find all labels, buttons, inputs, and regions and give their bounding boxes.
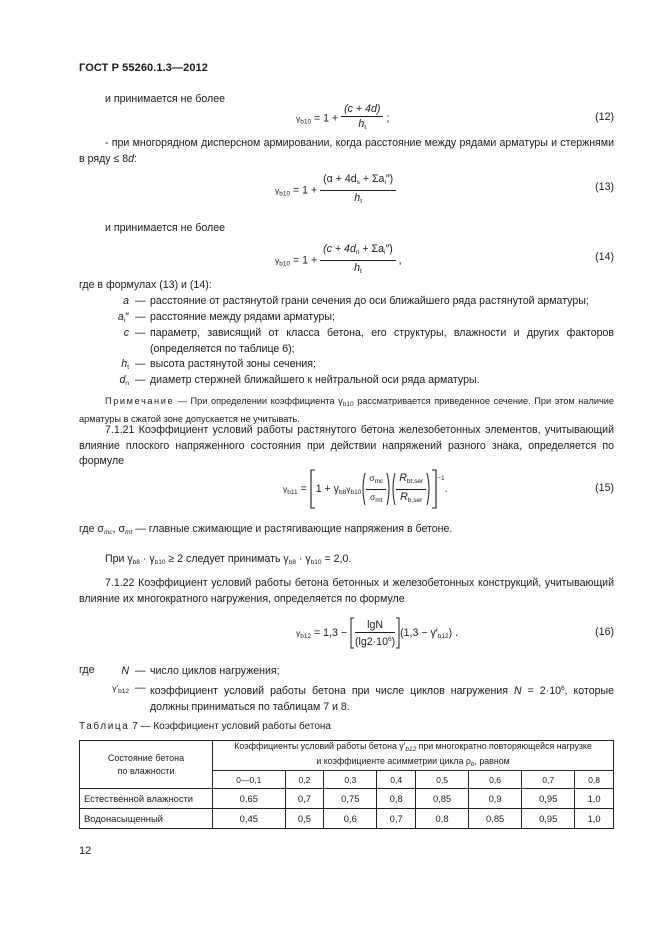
- text-intro-14: и принимается не более: [105, 222, 225, 234]
- paragraph-7-1-22: 7.1.22 Коэффициент условий работы бетона бетонных и железобетонных конструкций, учитывающий влияние их многократного нагружения, определяется по формуле: [79, 577, 614, 605]
- definition-gamma-b12: $\gamma'_{b12}$ — коэффициент условий работы бетона при числе циклов нагружения $N = 2\cdot 10^6$, которые должны приниматься по таблицам 7 и 8.: [112, 682, 614, 713]
- condition: При $\gamma_{b8} \cdot \gamma_{b10} \ge 2$ следует принимать $\gamma_{b8} \cdot \gamma_{b10} = 2,0$.: [105, 553, 352, 566]
- eq13-fraction: $\frac{(\alpha + 4d_s + \Sigma a_i'')}{h_t}$: [320, 172, 396, 209]
- eq14-fraction: $\frac{(c + 4d_n + \Sigma a_i'')}{h_t}$: [320, 242, 396, 279]
- table-cell: 0,85: [416, 789, 469, 809]
- definition-c: c — параметр, зависящий от класса бетона, его структуры, влажности и других факторов (определяется по таблице 6);: [123, 327, 614, 355]
- where-16: где: [79, 664, 95, 676]
- table-col-header: 0,3: [324, 771, 377, 789]
- document-header: ГОСТ Р 55260.1.3—2012: [79, 62, 208, 74]
- table-cell: 0,65: [213, 789, 286, 809]
- table-cell: 0,75: [324, 789, 377, 809]
- table-col-header: 0,4: [377, 771, 416, 789]
- table-cell: 0,45: [213, 809, 286, 829]
- eq16-fraction: $\frac{\lg N}{(\lg 2\cdot 10^6)}$: [354, 618, 396, 648]
- eq14-number: (14): [595, 251, 614, 263]
- table-cell: 0,5: [285, 809, 324, 829]
- table-caption: Таблица 7 — Коэффициент условий работы бетона: [79, 721, 331, 732]
- table-row: [80, 789, 614, 809]
- table-col-header: 0,5: [416, 771, 469, 789]
- table-cell: 0,8: [416, 809, 469, 829]
- table-col-header: 0,8: [575, 771, 614, 789]
- table-cell: 0,7: [285, 789, 324, 809]
- eq16-number: (16): [595, 626, 614, 638]
- table-col-header: 0,6: [469, 771, 522, 789]
- paragraph-7-1-21: 7.1.21 Коэффициент условий работы растянутого бетона железобетонных элементов, учитывающий влияние плоского напряженного состояния при действии напряжений разного знака, определяется по формуле: [79, 424, 614, 468]
- text-intro-12: и принимается не более: [105, 93, 225, 105]
- table-cell: 0,85: [469, 809, 522, 829]
- table-cell: 1,0: [575, 789, 614, 809]
- equation-12: $\gamma_{b10} = 1$ + $\frac{(c + 4d)}{h_t}$ ;: [296, 102, 389, 135]
- table-col-header: 0—0,1: [213, 771, 286, 789]
- paragraph-multirow: - при многорядном дисперсном армировании, когда расстояние между рядами арматуры и стержнями в ряду ≤ 8d:: [79, 137, 614, 165]
- table-col-header: 0,7: [522, 771, 575, 789]
- table-cell: 0,95: [522, 809, 575, 829]
- eq12-number: (12): [595, 111, 614, 123]
- table-row-label: Естественной влажности: [80, 789, 213, 809]
- table-cell: 0,7: [377, 809, 416, 829]
- table-cell: 1,0: [575, 809, 614, 829]
- page-number: 12: [79, 845, 92, 857]
- table-col-header: 0,2: [285, 771, 324, 789]
- table-7: [79, 740, 614, 829]
- where-sigma: где $\sigma_{mc}$, $\sigma_{mt}$ — главные сжимающие и растягивающие напряжения в бетоне.: [79, 523, 453, 536]
- table-head-coefficients: Коэффициенты условий работы бетона $\gamma'_{b12}$ при многократно повторяющейся нагрузке и коэффициенте асимметрии цикла $\rho_b$, равном: [213, 741, 614, 771]
- eq13-number: (13): [595, 181, 614, 193]
- equation-13: $\gamma_{b10} = 1$ + $\frac{(\alpha + 4d_s + \Sigma a_i'')}{h_t}$: [275, 172, 396, 209]
- eq15-sigma-fraction: $\frac{\sigma_{mc}}{\sigma_{mt}}$: [366, 471, 386, 508]
- eq15-r-fraction: $\frac{R_{bt,ser}}{R_{b,ser}}$: [396, 471, 426, 508]
- table-cell: 0,8: [377, 789, 416, 809]
- note: Примечание — При определении коэффициента $\gamma_{b10}$ рассматривается приведенное сечение. При этом наличие арматуры в сжатой зоне допускается не учитывать.: [79, 396, 614, 424]
- where-intro: где в формулах (13) и (14):: [79, 279, 212, 291]
- table-row: [80, 809, 614, 829]
- equation-15: $\gamma_{b11} = 1 + \gamma_{b8}\gamma_{b10}$ $\frac{\sigma_{mc}}{\sigma_{mt}}$ $\frac{R_{bt,ser}}{R_{b,ser}}$ $^{-1}$.: [283, 469, 448, 509]
- table-row-label: Водонасыщенный: [80, 809, 213, 829]
- table-cell: 0,95: [522, 789, 575, 809]
- eq15-number: (15): [595, 482, 614, 494]
- table-cell: 0,6: [324, 809, 377, 829]
- equation-14: $\gamma_{b10} = 1$ + $\frac{(c + 4d_n + \Sigma a_i'')}{h_t}$ ,: [275, 242, 402, 279]
- equation-16: $\gamma_{b12} = 1,3$ − $\frac{\lg N}{(\lg 2\cdot 10^6)}$ $(1,3 - \gamma'_{b12})$ .: [296, 618, 459, 648]
- table-cell: 0,9: [469, 789, 522, 809]
- eq12-fraction: $\frac{(c + 4d)}{h_t}$: [341, 102, 383, 135]
- eq12-lhs: γ: [296, 113, 301, 124]
- table-head-state: Состояние бетона по влажности: [80, 741, 213, 789]
